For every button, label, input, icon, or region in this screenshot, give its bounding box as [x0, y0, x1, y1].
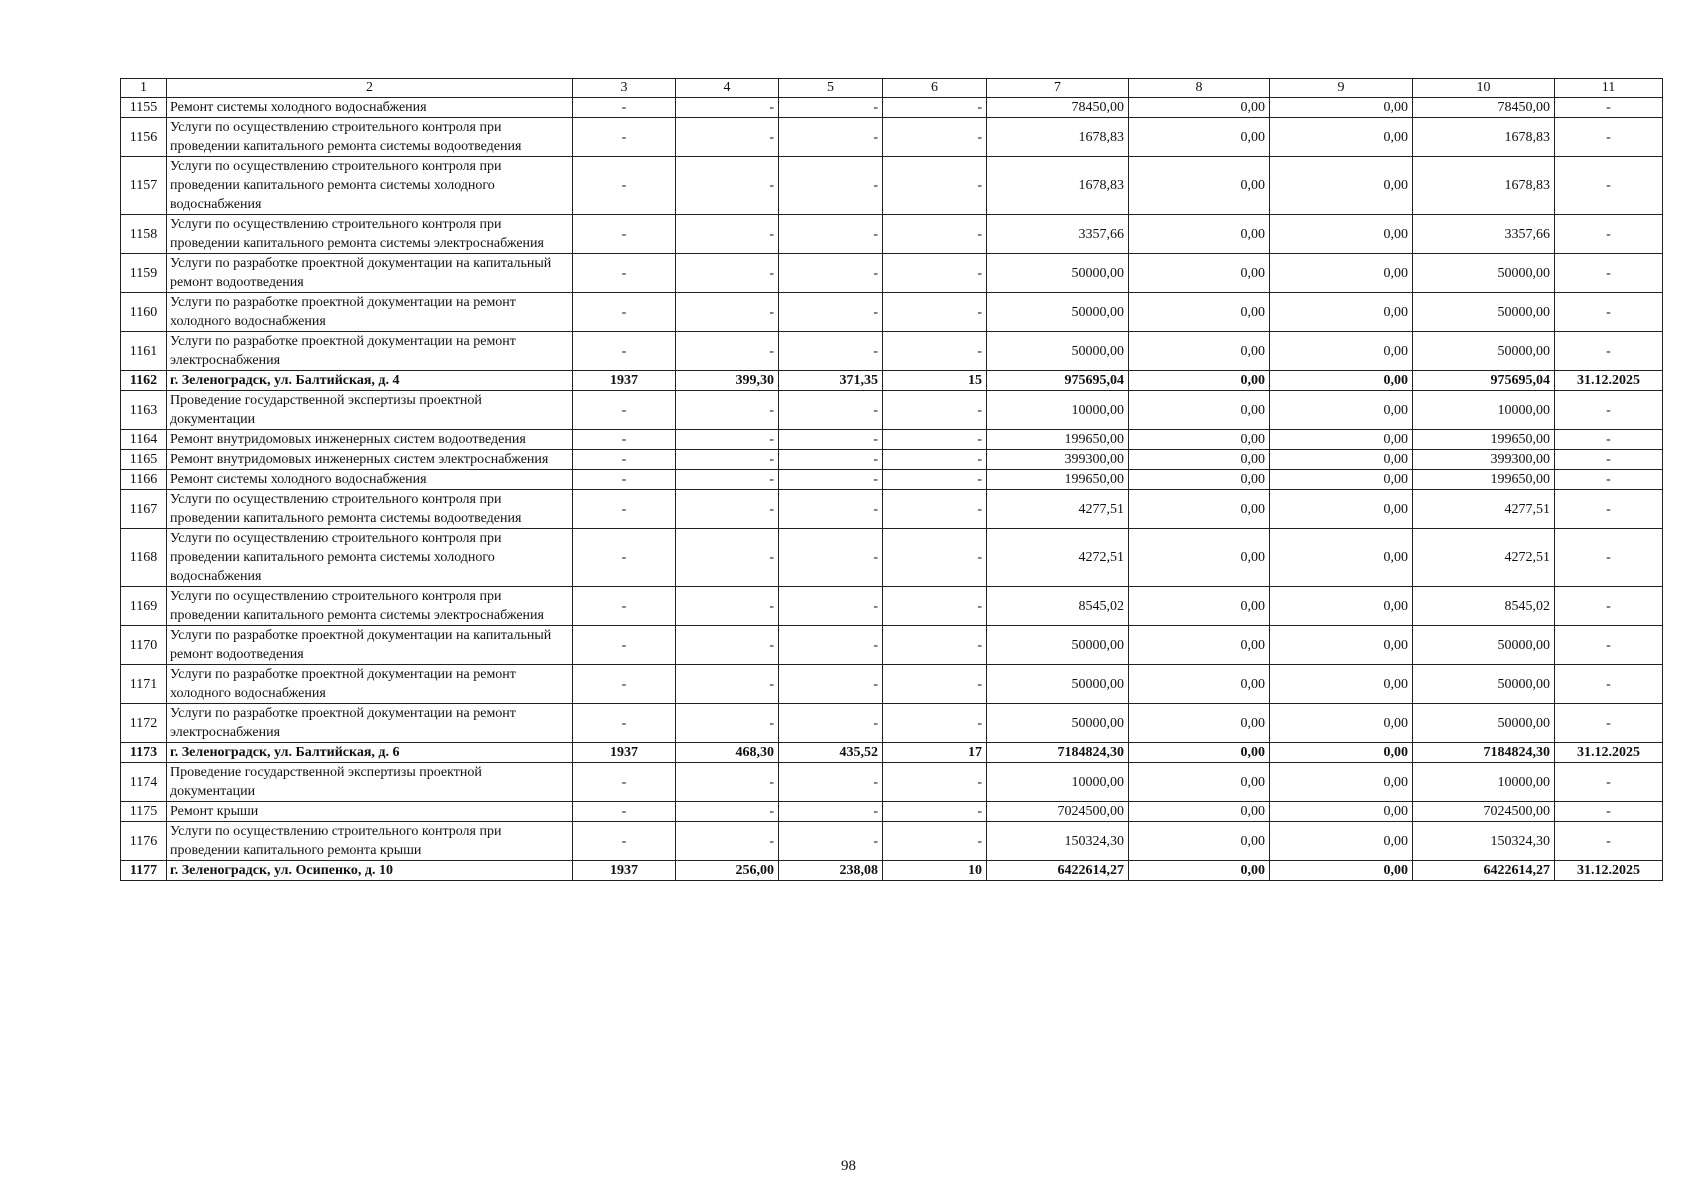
total-cost-cell: 50000,00 [987, 254, 1129, 293]
cost-col-8-cell: 0,00 [1129, 98, 1270, 118]
cost-col-10-cell: 8545,02 [1413, 587, 1555, 626]
cost-col-10-cell: 399300,00 [1413, 450, 1555, 470]
living-area-cell: - [779, 822, 883, 861]
row-number-cell: 1162 [121, 371, 167, 391]
table-row [121, 490, 1663, 529]
cost-col-9-cell: 0,00 [1270, 490, 1413, 529]
completion-date-cell: - [1555, 215, 1663, 254]
completion-date-cell: - [1555, 450, 1663, 470]
work-description-cell: Услуги по осуществлению строительного контроля при проведении капитального ремонта системы электроснабжения [167, 587, 573, 626]
work-description-cell: г. Зеленоградск, ул. Балтийская, д. 4 [167, 371, 573, 391]
row-number-cell: 1168 [121, 529, 167, 587]
row-number-cell: 1174 [121, 763, 167, 802]
total-cost-cell: 1678,83 [987, 157, 1129, 215]
total-area-cell: - [676, 763, 779, 802]
total-area-cell: - [676, 665, 779, 704]
cost-col-10-cell: 50000,00 [1413, 626, 1555, 665]
living-area-cell: - [779, 391, 883, 430]
residents-count-cell: 17 [883, 743, 987, 763]
row-number-cell: 1165 [121, 450, 167, 470]
living-area-cell: - [779, 450, 883, 470]
row-number-cell: 1159 [121, 254, 167, 293]
column-header: 8 [1129, 79, 1270, 98]
address-summary-row [121, 861, 1663, 881]
table-row [121, 626, 1663, 665]
cost-col-9-cell: 0,00 [1270, 157, 1413, 215]
living-area-cell: - [779, 215, 883, 254]
residents-count-cell: - [883, 332, 987, 371]
table-row [121, 704, 1663, 743]
year-built-cell: - [573, 215, 676, 254]
residents-count-cell: - [883, 587, 987, 626]
year-built-cell: - [573, 157, 676, 215]
row-number-cell: 1172 [121, 704, 167, 743]
cost-col-9-cell: 0,00 [1270, 743, 1413, 763]
total-cost-cell: 399300,00 [987, 450, 1129, 470]
cost-col-9-cell: 0,00 [1270, 98, 1413, 118]
work-description-cell: Проведение государственной экспертизы проектной документации [167, 391, 573, 430]
cost-col-10-cell: 6422614,27 [1413, 861, 1555, 881]
total-cost-cell: 6422614,27 [987, 861, 1129, 881]
table-row [121, 665, 1663, 704]
living-area-cell: - [779, 157, 883, 215]
cost-col-8-cell: 0,00 [1129, 626, 1270, 665]
cost-col-8-cell: 0,00 [1129, 470, 1270, 490]
cost-col-10-cell: 50000,00 [1413, 704, 1555, 743]
row-number-cell: 1158 [121, 215, 167, 254]
living-area-cell: - [779, 490, 883, 529]
living-area-cell: - [779, 665, 883, 704]
work-description-cell: Услуги по осуществлению строительного контроля при проведении капитального ремонта системы электроснабжения [167, 215, 573, 254]
work-description-cell: г. Зеленоградск, ул. Балтийская, д. 6 [167, 743, 573, 763]
total-area-cell: - [676, 98, 779, 118]
living-area-cell: 371,35 [779, 371, 883, 391]
residents-count-cell: - [883, 490, 987, 529]
completion-date-cell: - [1555, 157, 1663, 215]
year-built-cell: - [573, 470, 676, 490]
work-description-cell: Услуги по разработке проектной документации на ремонт электроснабжения [167, 704, 573, 743]
completion-date-cell: - [1555, 704, 1663, 743]
cost-col-8-cell: 0,00 [1129, 293, 1270, 332]
column-header: 1 [121, 79, 167, 98]
cost-col-8-cell: 0,00 [1129, 822, 1270, 861]
total-area-cell: - [676, 626, 779, 665]
work-description-cell: Ремонт крыши [167, 802, 573, 822]
cost-col-8-cell: 0,00 [1129, 215, 1270, 254]
total-area-cell: - [676, 332, 779, 371]
cost-col-8-cell: 0,00 [1129, 763, 1270, 802]
total-cost-cell: 78450,00 [987, 98, 1129, 118]
year-built-cell: - [573, 822, 676, 861]
row-number-cell: 1156 [121, 118, 167, 157]
work-description-cell: Услуги по осуществлению строительного контроля при проведении капитального ремонта системы холодного водоснабжения [167, 529, 573, 587]
residents-count-cell: - [883, 254, 987, 293]
total-cost-cell: 975695,04 [987, 371, 1129, 391]
row-number-cell: 1157 [121, 157, 167, 215]
cost-col-10-cell: 50000,00 [1413, 665, 1555, 704]
total-area-cell: 468,30 [676, 743, 779, 763]
total-cost-cell: 50000,00 [987, 626, 1129, 665]
cost-col-9-cell: 0,00 [1270, 529, 1413, 587]
work-description-cell: г. Зеленоградск, ул. Осипенко, д. 10 [167, 861, 573, 881]
table-row [121, 430, 1663, 450]
completion-date-cell: - [1555, 470, 1663, 490]
work-description-cell: Услуги по разработке проектной документации на ремонт холодного водоснабжения [167, 665, 573, 704]
year-built-cell: - [573, 587, 676, 626]
residents-count-cell: - [883, 626, 987, 665]
completion-date-cell: - [1555, 529, 1663, 587]
cost-col-9-cell: 0,00 [1270, 293, 1413, 332]
cost-col-9-cell: 0,00 [1270, 430, 1413, 450]
living-area-cell: - [779, 98, 883, 118]
total-area-cell: - [676, 391, 779, 430]
row-number-cell: 1160 [121, 293, 167, 332]
total-area-cell: 256,00 [676, 861, 779, 881]
completion-date-cell: 31.12.2025 [1555, 861, 1663, 881]
cost-col-10-cell: 1678,83 [1413, 118, 1555, 157]
year-built-cell: - [573, 98, 676, 118]
living-area-cell: 435,52 [779, 743, 883, 763]
cost-col-8-cell: 0,00 [1129, 391, 1270, 430]
cost-col-8-cell: 0,00 [1129, 802, 1270, 822]
living-area-cell: - [779, 626, 883, 665]
table-row [121, 587, 1663, 626]
cost-col-10-cell: 50000,00 [1413, 254, 1555, 293]
table-row [121, 763, 1663, 802]
completion-date-cell: - [1555, 626, 1663, 665]
table-row [121, 822, 1663, 861]
table-row [121, 470, 1663, 490]
cost-col-8-cell: 0,00 [1129, 665, 1270, 704]
year-built-cell: - [573, 665, 676, 704]
living-area-cell: - [779, 587, 883, 626]
cost-col-9-cell: 0,00 [1270, 861, 1413, 881]
cost-col-9-cell: 0,00 [1270, 391, 1413, 430]
total-cost-cell: 50000,00 [987, 665, 1129, 704]
cost-col-9-cell: 0,00 [1270, 626, 1413, 665]
cost-col-10-cell: 50000,00 [1413, 293, 1555, 332]
capital-repair-table [120, 78, 1663, 881]
work-description-cell: Проведение государственной экспертизы проектной документации [167, 763, 573, 802]
living-area-cell: - [779, 293, 883, 332]
total-cost-cell: 4277,51 [987, 490, 1129, 529]
cost-col-9-cell: 0,00 [1270, 704, 1413, 743]
residents-count-cell: - [883, 665, 987, 704]
year-built-cell: - [573, 529, 676, 587]
row-number-cell: 1177 [121, 861, 167, 881]
row-number-cell: 1176 [121, 822, 167, 861]
work-description-cell: Услуги по осуществлению строительного контроля при проведении капитального ремонта системы водоотведения [167, 490, 573, 529]
total-area-cell: - [676, 450, 779, 470]
total-cost-cell: 199650,00 [987, 430, 1129, 450]
residents-count-cell: - [883, 215, 987, 254]
column-header: 10 [1413, 79, 1555, 98]
column-header: 11 [1555, 79, 1663, 98]
total-cost-cell: 8545,02 [987, 587, 1129, 626]
completion-date-cell: - [1555, 254, 1663, 293]
cost-col-10-cell: 7024500,00 [1413, 802, 1555, 822]
living-area-cell: - [779, 118, 883, 157]
work-description-cell: Ремонт внутридомовых инженерных систем водоотведения [167, 430, 573, 450]
living-area-cell: - [779, 529, 883, 587]
cost-col-10-cell: 4272,51 [1413, 529, 1555, 587]
total-area-cell: - [676, 587, 779, 626]
work-description-cell: Услуги по разработке проектной документации на ремонт электроснабжения [167, 332, 573, 371]
table-row [121, 529, 1663, 587]
table-row [121, 98, 1663, 118]
year-built-cell: - [573, 293, 676, 332]
cost-col-8-cell: 0,00 [1129, 861, 1270, 881]
row-number-cell: 1155 [121, 98, 167, 118]
year-built-cell: 1937 [573, 743, 676, 763]
row-number-cell: 1163 [121, 391, 167, 430]
cost-col-8-cell: 0,00 [1129, 157, 1270, 215]
table-row [121, 254, 1663, 293]
cost-col-9-cell: 0,00 [1270, 254, 1413, 293]
table-row [121, 293, 1663, 332]
residents-count-cell: - [883, 763, 987, 802]
total-cost-cell: 50000,00 [987, 293, 1129, 332]
column-number-header-row [121, 79, 1663, 98]
completion-date-cell: - [1555, 665, 1663, 704]
cost-col-9-cell: 0,00 [1270, 118, 1413, 157]
cost-col-8-cell: 0,00 [1129, 490, 1270, 529]
total-cost-cell: 10000,00 [987, 763, 1129, 802]
total-cost-cell: 7184824,30 [987, 743, 1129, 763]
living-area-cell: - [779, 430, 883, 450]
table-row [121, 450, 1663, 470]
year-built-cell: - [573, 391, 676, 430]
cost-col-8-cell: 0,00 [1129, 529, 1270, 587]
completion-date-cell: 31.12.2025 [1555, 743, 1663, 763]
completion-date-cell: 31.12.2025 [1555, 371, 1663, 391]
table-row [121, 118, 1663, 157]
year-built-cell: - [573, 332, 676, 371]
completion-date-cell: - [1555, 490, 1663, 529]
completion-date-cell: - [1555, 802, 1663, 822]
table-row [121, 215, 1663, 254]
residents-count-cell: - [883, 450, 987, 470]
total-area-cell: - [676, 470, 779, 490]
living-area-cell: - [779, 470, 883, 490]
total-cost-cell: 1678,83 [987, 118, 1129, 157]
residents-count-cell: - [883, 98, 987, 118]
cost-col-8-cell: 0,00 [1129, 430, 1270, 450]
cost-col-9-cell: 0,00 [1270, 371, 1413, 391]
work-description-cell: Ремонт системы холодного водоснабжения [167, 470, 573, 490]
cost-col-9-cell: 0,00 [1270, 822, 1413, 861]
completion-date-cell: - [1555, 587, 1663, 626]
cost-col-9-cell: 0,00 [1270, 665, 1413, 704]
cost-col-10-cell: 10000,00 [1413, 763, 1555, 802]
row-number-cell: 1167 [121, 490, 167, 529]
cost-col-10-cell: 3357,66 [1413, 215, 1555, 254]
row-number-cell: 1171 [121, 665, 167, 704]
total-cost-cell: 50000,00 [987, 332, 1129, 371]
cost-col-9-cell: 0,00 [1270, 587, 1413, 626]
row-number-cell: 1175 [121, 802, 167, 822]
cost-col-8-cell: 0,00 [1129, 450, 1270, 470]
cost-col-8-cell: 0,00 [1129, 371, 1270, 391]
column-header: 3 [573, 79, 676, 98]
table-row [121, 157, 1663, 215]
row-number-cell: 1166 [121, 470, 167, 490]
total-area-cell: - [676, 293, 779, 332]
table-row [121, 391, 1663, 430]
residents-count-cell: - [883, 293, 987, 332]
residents-count-cell: - [883, 529, 987, 587]
residents-count-cell: 10 [883, 861, 987, 881]
cost-col-10-cell: 199650,00 [1413, 430, 1555, 450]
cost-col-10-cell: 78450,00 [1413, 98, 1555, 118]
residents-count-cell: - [883, 391, 987, 430]
year-built-cell: - [573, 704, 676, 743]
living-area-cell: - [779, 332, 883, 371]
cost-col-10-cell: 975695,04 [1413, 371, 1555, 391]
work-description-cell: Услуги по разработке проектной документации на капитальный ремонт водоотведения [167, 254, 573, 293]
total-cost-cell: 7024500,00 [987, 802, 1129, 822]
work-description-cell: Ремонт системы холодного водоснабжения [167, 98, 573, 118]
completion-date-cell: - [1555, 822, 1663, 861]
residents-count-cell: - [883, 118, 987, 157]
total-cost-cell: 50000,00 [987, 704, 1129, 743]
work-description-cell: Услуги по разработке проектной документации на ремонт холодного водоснабжения [167, 293, 573, 332]
cost-col-8-cell: 0,00 [1129, 743, 1270, 763]
total-area-cell: - [676, 157, 779, 215]
year-built-cell: - [573, 430, 676, 450]
cost-col-9-cell: 0,00 [1270, 763, 1413, 802]
page-number: 98 [841, 1158, 856, 1174]
column-header: 7 [987, 79, 1129, 98]
year-built-cell: - [573, 118, 676, 157]
year-built-cell: - [573, 802, 676, 822]
row-number-cell: 1173 [121, 743, 167, 763]
total-cost-cell: 150324,30 [987, 822, 1129, 861]
completion-date-cell: - [1555, 763, 1663, 802]
living-area-cell: - [779, 254, 883, 293]
cost-col-9-cell: 0,00 [1270, 470, 1413, 490]
column-header: 2 [167, 79, 573, 98]
cost-col-8-cell: 0,00 [1129, 254, 1270, 293]
completion-date-cell: - [1555, 391, 1663, 430]
residents-count-cell: 15 [883, 371, 987, 391]
table-row [121, 802, 1663, 822]
work-description-cell: Ремонт внутридомовых инженерных систем электроснабжения [167, 450, 573, 470]
total-cost-cell: 4272,51 [987, 529, 1129, 587]
total-area-cell: - [676, 704, 779, 743]
living-area-cell: - [779, 763, 883, 802]
work-description-cell: Услуги по осуществлению строительного контроля при проведении капитального ремонта системы холодного водоснабжения [167, 157, 573, 215]
cost-col-10-cell: 50000,00 [1413, 332, 1555, 371]
cost-col-9-cell: 0,00 [1270, 215, 1413, 254]
completion-date-cell: - [1555, 98, 1663, 118]
total-cost-cell: 3357,66 [987, 215, 1129, 254]
work-description-cell: Услуги по осуществлению строительного контроля при проведении капитального ремонта системы водоотведения [167, 118, 573, 157]
cost-col-10-cell: 4277,51 [1413, 490, 1555, 529]
residents-count-cell: - [883, 802, 987, 822]
work-description-cell: Услуги по осуществлению строительного контроля при проведении капитального ремонта крыши [167, 822, 573, 861]
table-body [121, 79, 1663, 881]
total-area-cell: - [676, 215, 779, 254]
cost-col-8-cell: 0,00 [1129, 587, 1270, 626]
cost-col-10-cell: 10000,00 [1413, 391, 1555, 430]
completion-date-cell: - [1555, 332, 1663, 371]
living-area-cell: 238,08 [779, 861, 883, 881]
cost-col-10-cell: 7184824,30 [1413, 743, 1555, 763]
total-area-cell: - [676, 430, 779, 450]
cost-col-8-cell: 0,00 [1129, 704, 1270, 743]
row-number-cell: 1161 [121, 332, 167, 371]
completion-date-cell: - [1555, 293, 1663, 332]
column-header: 5 [779, 79, 883, 98]
year-built-cell: - [573, 763, 676, 802]
total-cost-cell: 199650,00 [987, 470, 1129, 490]
address-summary-row [121, 371, 1663, 391]
residents-count-cell: - [883, 157, 987, 215]
year-built-cell: 1937 [573, 371, 676, 391]
year-built-cell: - [573, 450, 676, 470]
total-area-cell: - [676, 802, 779, 822]
residents-count-cell: - [883, 430, 987, 450]
row-number-cell: 1164 [121, 430, 167, 450]
cost-col-10-cell: 1678,83 [1413, 157, 1555, 215]
total-area-cell: - [676, 254, 779, 293]
living-area-cell: - [779, 704, 883, 743]
total-area-cell: - [676, 490, 779, 529]
cost-col-9-cell: 0,00 [1270, 802, 1413, 822]
year-built-cell: 1937 [573, 861, 676, 881]
total-area-cell: - [676, 529, 779, 587]
cost-col-9-cell: 0,00 [1270, 450, 1413, 470]
row-number-cell: 1169 [121, 587, 167, 626]
cost-col-8-cell: 0,00 [1129, 118, 1270, 157]
address-summary-row [121, 743, 1663, 763]
row-number-cell: 1170 [121, 626, 167, 665]
cost-col-8-cell: 0,00 [1129, 332, 1270, 371]
residents-count-cell: - [883, 822, 987, 861]
work-description-cell: Услуги по разработке проектной документации на капитальный ремонт водоотведения [167, 626, 573, 665]
total-area-cell: - [676, 118, 779, 157]
column-header: 6 [883, 79, 987, 98]
living-area-cell: - [779, 802, 883, 822]
total-area-cell: - [676, 822, 779, 861]
year-built-cell: - [573, 490, 676, 529]
column-header: 9 [1270, 79, 1413, 98]
year-built-cell: - [573, 254, 676, 293]
year-built-cell: - [573, 626, 676, 665]
residents-count-cell: - [883, 470, 987, 490]
completion-date-cell: - [1555, 118, 1663, 157]
cost-col-10-cell: 199650,00 [1413, 470, 1555, 490]
total-cost-cell: 10000,00 [987, 391, 1129, 430]
residents-count-cell: - [883, 704, 987, 743]
table-row [121, 332, 1663, 371]
completion-date-cell: - [1555, 430, 1663, 450]
column-header: 4 [676, 79, 779, 98]
total-area-cell: 399,30 [676, 371, 779, 391]
cost-col-9-cell: 0,00 [1270, 332, 1413, 371]
cost-col-10-cell: 150324,30 [1413, 822, 1555, 861]
